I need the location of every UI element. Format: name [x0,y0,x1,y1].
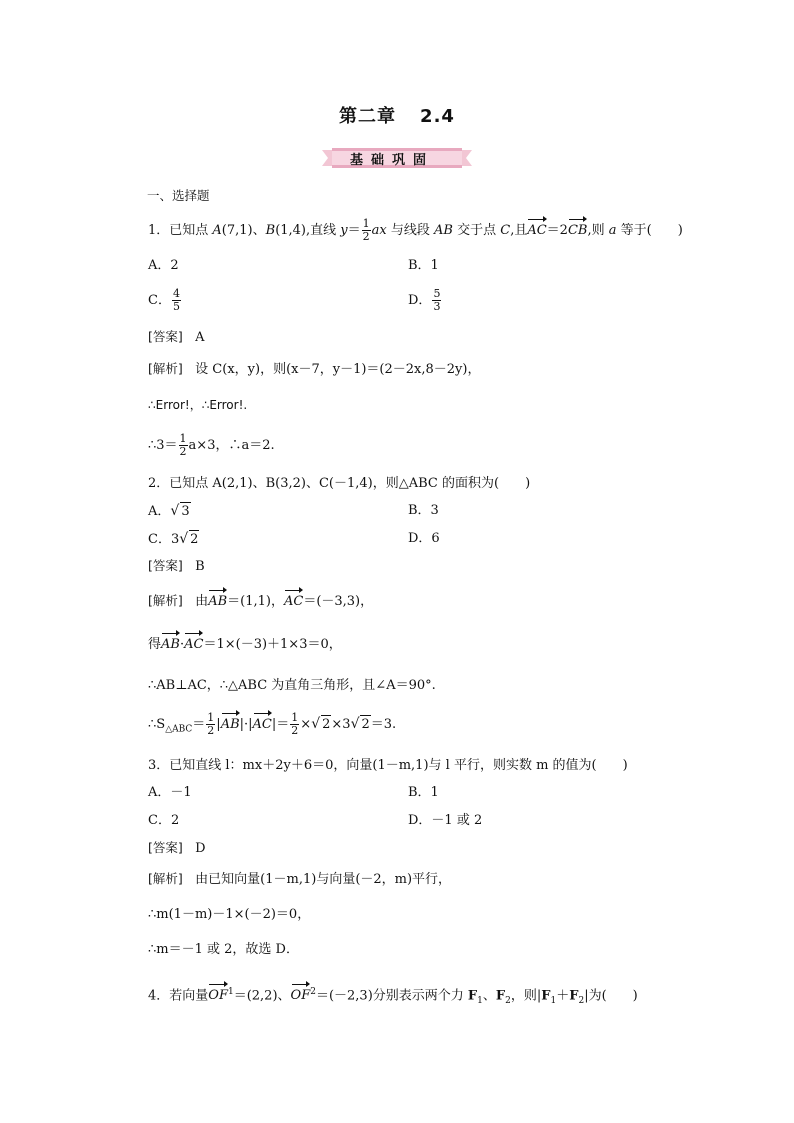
q1-answer: [答案] A [148,329,205,345]
q3-option-c: C．2 [148,813,180,828]
q1-option-d: D． $\frac{5}{3}$ [408,287,441,313]
q3-option-d: D．－1 或 2 [408,813,483,828]
q3-analysis-2: ∴m(1－m)－1×(－2)＝0， [148,907,311,922]
q3-analysis-3: ∴m＝－1 或 2，故选 D． [148,942,299,957]
q1-option-a: A．2 [148,258,179,273]
fraction: $\frac{1}{2}$ [362,217,370,243]
q1-option-b: B．1 [408,258,439,273]
q2-analysis-4: $\therefore S_{\triangle ABC}=$ $\frac{1}{2}$ |AB|·|AC|＝ $\frac{1}{2}$ ×√ 2×3√ 2＝3. [148,711,397,737]
vector-ac: AC [527,223,547,238]
q3-option-a: A．－1 [148,785,192,800]
q2-option-c: C．3√ 2 [148,531,199,547]
q2-option-d: D．6 [408,531,440,546]
q1-option-c: C． $\frac{4}{5}$ [148,287,180,313]
question-2-stem: 2．已知点 A(2,1)、B(3,2)、C(－1,4)，则△ABC 的面积为( ) [148,476,531,491]
vector-cb: CB [567,223,588,238]
q1-analysis-2: ∴Error!，∴Error!. [148,398,248,412]
q3-option-b: B．1 [408,785,439,800]
page-title [0,102,794,128]
q2-option-b: B．3 [408,503,439,518]
q3-answer: [答案] D [148,840,206,856]
q1-analysis-3: ∴3＝ $\frac{1}{2}$ a×3，∴a＝2. [148,432,275,458]
q1-analysis-1: [解析] 设 C(x，y)，则(x－7，y－1)＝(2－2x,8－2y)， [148,361,481,377]
q2-analysis-2: 得AB·AC＝1×(－3)＋1×3＝0， [148,637,342,652]
question-3-stem: 3．已知直线 l：mx＋2y＋6＝0，向量(1－m,1)与 l 平行，则实数 m 的值为( ) [148,758,628,773]
q2-answer: [答案] B [148,558,205,574]
question-4-stem: 4．若向量$OF^1=(2,2)$、$OF^2=(-2,3)$分别表示两个力 $F_1$、$F_2$，则$|F_1+F_2|$为( ) [148,987,638,1006]
section-heading: 一、选择题 [147,188,210,203]
banner-title: 基础巩固 [349,153,434,168]
q2-analysis-1: [解析] 由AB＝(1,1)，AC＝(－3,3)， [148,593,374,609]
q2-option-a: A．√ 3 [148,503,190,519]
q2-analysis-3: ∴AB⊥AC，∴△ABC 为直角三角形，且∠A＝90°. [148,678,436,693]
q3-analysis-1: [解析] 由已知向量(1－m,1)与向量(－2，m)平行， [148,871,452,887]
section-number: 2.4 [420,106,455,127]
question-1-stem: 1．已知点 A(7,1)、B(1,4),直线 y＝ $\frac{1}{2}$ ax 与线段 AB 交于点 C,且AC＝2CB,则 a 等于( ) [148,217,683,243]
chapter-title: 第二章 [339,106,397,127]
